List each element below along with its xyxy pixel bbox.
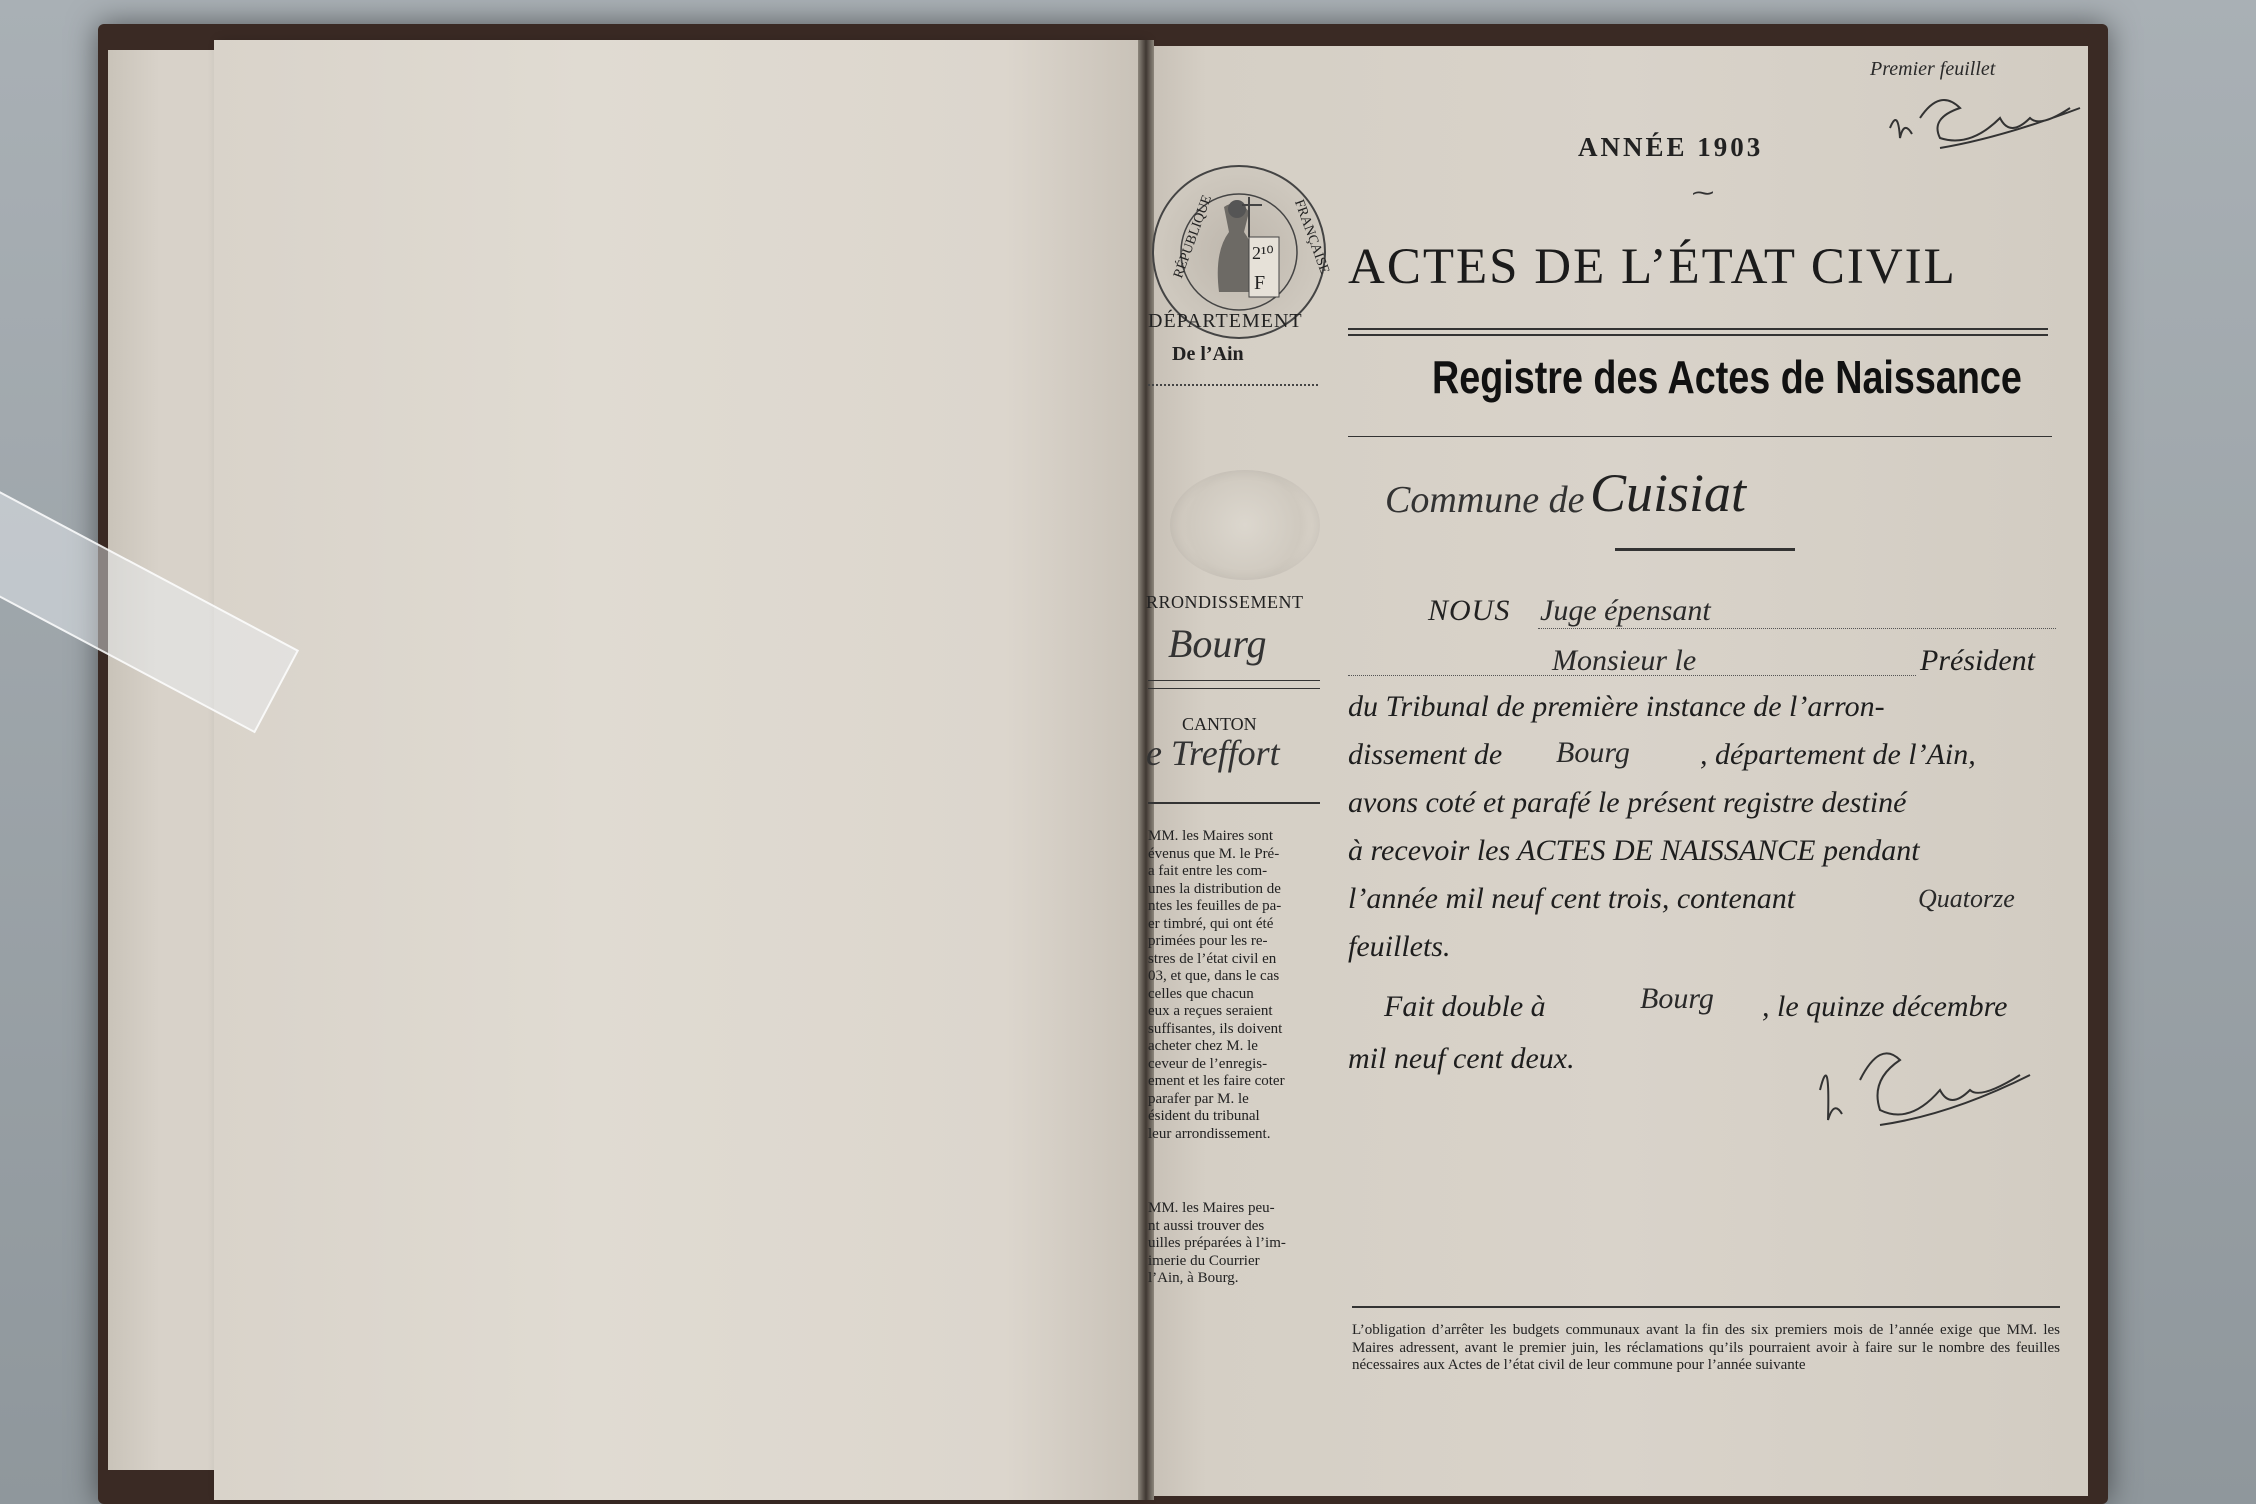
canton-rule: [1148, 802, 1320, 804]
footnote: L’obligation d’arrêter les budgets communaux avant la fin des six premiers mois de l’année exige que MM. les Maires adressent, avant le premier juin, les réclamations qu’ils pourraient avoir à faire sur le nombre des feuilles nécessaires aux Actes de l’état civil de leur commune pour l’année suivante: [1352, 1322, 2060, 1373]
title-rule-2: [1348, 334, 2048, 336]
sidenote-imprimerie: MM. les Maires peu- nt aussi trouver des uilles préparées à l’im- imerie du Courrier l’Ain, à Bourg.: [1148, 1200, 1286, 1286]
judge-signature: [1810, 1030, 2050, 1140]
body-line-7: feuillets.: [1348, 930, 1451, 963]
hand-count: Quatorze: [1918, 884, 2015, 913]
stamp-ring-right: FRANÇAISE: [1291, 197, 1332, 276]
title-rule: [1348, 328, 2048, 330]
embossed-seal: [1170, 470, 1320, 580]
body-line-3: dissement de: [1348, 738, 1503, 771]
svg-text:F: F: [1254, 272, 1266, 294]
commune-label: Commune de: [1385, 479, 1585, 521]
dept-divider: [1148, 376, 1318, 386]
body-president: Président: [1920, 644, 2035, 677]
departement-name: De l’Ain: [1172, 343, 1244, 365]
commune-value: Cuisiat: [1590, 463, 1747, 523]
year-heading: ANNÉE 1903: [1578, 132, 1764, 162]
subtitle-rule: [1348, 436, 2052, 437]
body-line-8: Fait double à: [1384, 990, 1546, 1023]
nous-line: [1538, 628, 2056, 629]
arr-rule-2: [1148, 688, 1320, 689]
president-line: [1348, 675, 1916, 676]
footnote-rule: [1352, 1306, 2060, 1308]
commune-ornament: [1615, 548, 1795, 551]
stamp-value: 2¹⁰: [1252, 243, 1274, 263]
nous-label: NOUS: [1428, 594, 1511, 627]
hand-place: Bourg: [1640, 982, 1714, 1015]
canton-value: e Treffort: [1146, 733, 1280, 773]
body-line-9: mil neuf cent deux.: [1348, 1042, 1575, 1075]
body-line-6: l’année mil neuf cent trois, contenant: [1348, 882, 1796, 915]
page-title: ACTES DE L’ÉTAT CIVIL: [1348, 239, 1957, 295]
stamp-ring-left: RÉPUBLIQUE: [1171, 193, 1216, 281]
sidenote-distribution: MM. les Maires sont évenus que M. le Pré- a fait entre les com- unes la distribution de ntes les feuilles de pa- er timbré, qui ont été primées pour les re- stres de l’état civil en 03, et que, dans le cas celles que chacun eux a reçues seraient suffisantes, ils doivent acheter chez M. le ceveur de l’enregis- ement et les faire coter parafer par M. le ésident du tribunal leur arrondissement.: [1148, 828, 1285, 1142]
arrondissement-label: RRONDISSEMENT: [1146, 592, 1304, 612]
body-line-4: avons coté et parafé le présent registre destiné: [1348, 786, 1907, 819]
departement-label: DÉPARTEMENT: [1148, 310, 1303, 332]
arrondissement-value: Bourg: [1168, 621, 1267, 666]
body-line-8b: , le quinze décembre: [1762, 990, 2008, 1023]
monsieur-handwritten: Monsieur le: [1552, 644, 1697, 677]
nous-handwritten: Juge épensant: [1540, 594, 1711, 627]
arr-rule: [1148, 680, 1320, 681]
body-line-5: à recevoir les ACTES DE NAISSANCE pendant: [1348, 834, 1920, 867]
left-blank-page: [214, 40, 1144, 1500]
hand-bourg: Bourg: [1556, 736, 1630, 769]
ornament-tilde: ⁓: [1692, 180, 1714, 205]
body-line-2: du Tribunal de première instance de l’arron-: [1348, 690, 1885, 723]
body-line-3b: , département de l’Ain,: [1700, 738, 1976, 771]
top-note: Premier feuillet: [1870, 58, 1996, 80]
canton-label: CANTON: [1182, 714, 1257, 734]
top-signature: [1880, 88, 2100, 168]
register-subtitle: Registre des Actes de Naissance: [1432, 351, 2022, 403]
